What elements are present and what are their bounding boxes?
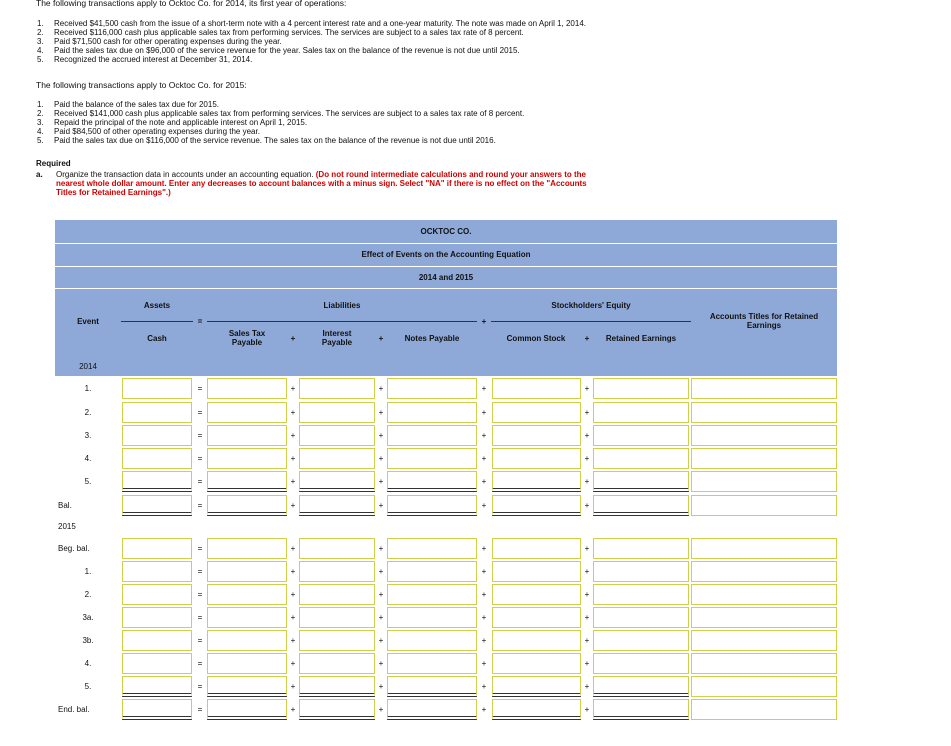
retained-input[interactable] bbox=[593, 653, 689, 674]
row-label: 1. bbox=[84, 384, 92, 393]
plus-sign: + bbox=[290, 682, 296, 691]
section-2014: 2014 bbox=[79, 362, 97, 371]
cash-input[interactable] bbox=[122, 378, 192, 399]
interest-input[interactable] bbox=[299, 630, 375, 651]
retained-input[interactable] bbox=[593, 402, 689, 423]
sales-tax-input[interactable] bbox=[207, 538, 287, 559]
plus-sign: + bbox=[378, 544, 384, 553]
interest-input[interactable] bbox=[299, 676, 375, 697]
cash-input[interactable] bbox=[122, 471, 192, 492]
equals-sign: = bbox=[197, 567, 203, 576]
retained-input[interactable] bbox=[593, 584, 689, 605]
titles-input[interactable] bbox=[691, 653, 837, 674]
plus-sign: + bbox=[378, 636, 384, 645]
interest-input[interactable] bbox=[299, 471, 375, 492]
equals-sign: = bbox=[197, 384, 203, 393]
plus-sign: + bbox=[584, 384, 590, 393]
plus-sign: + bbox=[584, 431, 590, 440]
plus-sign: + bbox=[378, 384, 384, 393]
row-label: 2. bbox=[84, 590, 92, 599]
plus-sign: + bbox=[584, 705, 590, 714]
cash-header: Cash bbox=[147, 334, 167, 343]
required-a bbox=[36, 170, 676, 197]
sales-tax-header-2: Payable bbox=[231, 338, 263, 347]
notes-input[interactable] bbox=[387, 699, 477, 720]
plus-sign: + bbox=[481, 567, 487, 576]
plus-sign: + bbox=[584, 590, 590, 599]
required-note-2: nearest whole dollar amount. Enter any decreases to account balances with a minus sign. Select "NA" if there is no effect on the "Accounts bbox=[56, 179, 587, 188]
retained-input[interactable] bbox=[593, 448, 689, 469]
transaction-item bbox=[37, 136, 524, 145]
titles-input[interactable] bbox=[691, 448, 837, 469]
transaction-text: Recognized the accrued interest at December 31, 2014. bbox=[54, 55, 253, 64]
notes-input[interactable] bbox=[387, 653, 477, 674]
plus-sign: + bbox=[481, 705, 487, 714]
transaction-text: Received $141,000 cash plus applicable sales tax from performing services. The services are subject to a sales tax rate of 8 percent. bbox=[54, 109, 525, 118]
common-input[interactable] bbox=[492, 425, 581, 446]
plus-sign: + bbox=[481, 384, 487, 393]
common-header: Common Stock bbox=[506, 334, 566, 343]
retained-input[interactable] bbox=[593, 699, 689, 720]
transaction-item bbox=[37, 28, 586, 37]
common-input[interactable] bbox=[492, 653, 581, 674]
liabilities-header: Liabilities bbox=[323, 301, 361, 310]
table-years: 2014 and 2015 bbox=[55, 267, 837, 288]
interest-input[interactable] bbox=[299, 538, 375, 559]
transaction-item bbox=[37, 100, 524, 109]
interest-input[interactable] bbox=[299, 561, 375, 582]
plus-sign: + bbox=[290, 636, 296, 645]
transaction-number: 5. bbox=[37, 136, 44, 145]
notes-input[interactable] bbox=[387, 495, 477, 516]
row-label: 1. bbox=[84, 567, 92, 576]
plus-sign: + bbox=[481, 454, 487, 463]
row-label: 4. bbox=[84, 454, 92, 463]
equals-sign: = bbox=[197, 408, 203, 417]
sales-tax-input[interactable] bbox=[207, 676, 287, 697]
plus-sign: + bbox=[290, 431, 296, 440]
plus-sign: + bbox=[481, 544, 487, 553]
interest-input[interactable] bbox=[299, 402, 375, 423]
plus-sign: + bbox=[290, 408, 296, 417]
plus-sign: + bbox=[481, 682, 487, 691]
cash-input[interactable] bbox=[122, 699, 192, 720]
interest-input[interactable] bbox=[299, 607, 375, 628]
interest-header-1: Interest bbox=[322, 329, 352, 338]
common-input[interactable] bbox=[492, 699, 581, 720]
equals-sign: = bbox=[197, 659, 203, 668]
common-input[interactable] bbox=[492, 676, 581, 697]
column-headers bbox=[55, 289, 837, 376]
retained-input[interactable] bbox=[593, 561, 689, 582]
row-label: 3. bbox=[84, 431, 92, 440]
cash-input[interactable] bbox=[122, 538, 192, 559]
plus-sign: + bbox=[378, 590, 384, 599]
equals-sign: = bbox=[197, 590, 203, 599]
plus-sign: + bbox=[481, 408, 487, 417]
equals-sign: = bbox=[197, 705, 203, 714]
transaction-item bbox=[37, 46, 586, 55]
notes-input[interactable] bbox=[387, 607, 477, 628]
plus-sign: + bbox=[584, 477, 590, 486]
plus-sign: + bbox=[584, 636, 590, 645]
retained-input[interactable] bbox=[593, 425, 689, 446]
plus-sign: + bbox=[584, 613, 590, 622]
cash-input[interactable] bbox=[122, 607, 192, 628]
sales-tax-header bbox=[207, 329, 287, 347]
common-input[interactable] bbox=[492, 471, 581, 492]
plus-sign: + bbox=[290, 501, 296, 510]
plus-sign: + bbox=[378, 659, 384, 668]
transaction-number: 4. bbox=[37, 46, 44, 55]
titles-input[interactable] bbox=[691, 538, 837, 559]
table-title: Effect of Events on the Accounting Equation bbox=[55, 244, 837, 266]
plus-sign: + bbox=[290, 613, 296, 622]
plus-sign: + bbox=[481, 477, 487, 486]
plus-sign: + bbox=[290, 384, 296, 393]
event-header: Event bbox=[77, 317, 99, 326]
titles-input[interactable] bbox=[691, 495, 837, 516]
plus-sign: + bbox=[378, 682, 384, 691]
retained-input[interactable] bbox=[593, 378, 689, 399]
row-label: 2. bbox=[84, 408, 92, 417]
common-input[interactable] bbox=[492, 561, 581, 582]
titles-header-line2: Earnings bbox=[746, 321, 782, 330]
plus-sign: + bbox=[290, 567, 296, 576]
plus-sign: + bbox=[584, 501, 590, 510]
plus-sign: + bbox=[378, 705, 384, 714]
transaction-text: Paid the balance of the sales tax due for 2015. bbox=[54, 100, 220, 109]
required-note-3: Titles for Retained Earnings".) bbox=[56, 188, 171, 197]
plus-sign: + bbox=[584, 567, 590, 576]
sales-tax-input[interactable] bbox=[207, 699, 287, 720]
titles-input[interactable] bbox=[691, 471, 837, 492]
common-input[interactable] bbox=[492, 448, 581, 469]
common-input[interactable] bbox=[492, 402, 581, 423]
titles-header-line1: Accounts Titles for Retained bbox=[709, 312, 819, 321]
transaction-number: 3. bbox=[37, 118, 44, 127]
transaction-number: 4. bbox=[37, 127, 44, 136]
plus-sign: + bbox=[584, 408, 590, 417]
common-input[interactable] bbox=[492, 378, 581, 399]
row-label: Bal. bbox=[58, 501, 72, 510]
plus-sign: + bbox=[378, 501, 384, 510]
plus-sign: + bbox=[290, 477, 296, 486]
sales-tax-input[interactable] bbox=[207, 471, 287, 492]
row-label: 4. bbox=[84, 659, 92, 668]
sales-tax-input[interactable] bbox=[207, 495, 287, 516]
common-input[interactable] bbox=[492, 630, 581, 651]
plus-sign: + bbox=[290, 454, 296, 463]
interest-input[interactable] bbox=[299, 699, 375, 720]
cash-input[interactable] bbox=[122, 402, 192, 423]
equals-sign: = bbox=[197, 682, 203, 691]
transaction-item bbox=[37, 109, 524, 118]
notes-input[interactable] bbox=[387, 538, 477, 559]
sales-tax-input[interactable] bbox=[207, 653, 287, 674]
plus-sign: + bbox=[584, 454, 590, 463]
titles-input[interactable] bbox=[691, 584, 837, 605]
plus-sign: + bbox=[290, 659, 296, 668]
plus-sign: + bbox=[378, 431, 384, 440]
retained-input[interactable] bbox=[593, 630, 689, 651]
titles-input[interactable] bbox=[691, 425, 837, 446]
plus-header-3: + bbox=[378, 334, 384, 343]
notes-input[interactable] bbox=[387, 561, 477, 582]
titles-header bbox=[691, 312, 837, 330]
sales-tax-input[interactable] bbox=[207, 402, 287, 423]
titles-input[interactable] bbox=[691, 699, 837, 720]
equals-sign: = bbox=[197, 454, 203, 463]
required-note-1: (Do not round intermediate calculations and round your answers to the bbox=[315, 170, 586, 179]
assets-header: Assets bbox=[143, 301, 171, 310]
sales-tax-input[interactable] bbox=[207, 378, 287, 399]
titles-input[interactable] bbox=[691, 402, 837, 423]
sales-tax-input[interactable] bbox=[207, 607, 287, 628]
interest-input[interactable] bbox=[299, 653, 375, 674]
transaction-text: Paid the sales tax due on $116,000 of the service revenue. The sales tax on the balance of the revenue is not due until 2016. bbox=[54, 136, 496, 145]
plus-sign: + bbox=[481, 659, 487, 668]
plus-sign: + bbox=[290, 705, 296, 714]
retained-input[interactable] bbox=[593, 495, 689, 516]
equals-sign: = bbox=[197, 613, 203, 622]
assets-underline bbox=[121, 321, 193, 322]
cash-input[interactable] bbox=[122, 425, 192, 446]
row-label: Beg. bal. bbox=[58, 544, 90, 553]
transactions-2014-list bbox=[37, 19, 586, 64]
required-letter: a. bbox=[36, 170, 43, 179]
row-label: 3a. bbox=[82, 613, 94, 622]
sales-tax-input[interactable] bbox=[207, 584, 287, 605]
transaction-text: Received $41,500 cash from the issue of a short-term note with a 4 percent interest rate and a one-year maturity. The note was made on April 1, 2014. bbox=[54, 19, 586, 28]
cash-input[interactable] bbox=[122, 676, 192, 697]
transaction-text: Paid the sales tax due on $96,000 of the service revenue for the year. Sales tax on the balance of the revenue is not due until 2015. bbox=[54, 46, 520, 55]
plus-sign: + bbox=[481, 613, 487, 622]
notes-header: Notes Payable bbox=[404, 334, 460, 343]
required-heading: Required bbox=[36, 159, 71, 168]
plus-sign: + bbox=[378, 408, 384, 417]
notes-input[interactable] bbox=[387, 471, 477, 492]
interest-header-2: Payable bbox=[321, 338, 353, 347]
cash-input[interactable] bbox=[122, 448, 192, 469]
liabilities-underline bbox=[207, 321, 477, 322]
titles-input[interactable] bbox=[691, 676, 837, 697]
cash-input[interactable] bbox=[122, 653, 192, 674]
transaction-item bbox=[37, 118, 524, 127]
sales-tax-input[interactable] bbox=[207, 425, 287, 446]
plus-sign: + bbox=[378, 613, 384, 622]
transaction-item bbox=[37, 55, 586, 64]
interest-input[interactable] bbox=[299, 448, 375, 469]
section-2015: 2015 bbox=[58, 522, 76, 531]
cash-input[interactable] bbox=[122, 495, 192, 516]
interest-input[interactable] bbox=[299, 495, 375, 516]
notes-input[interactable] bbox=[387, 630, 477, 651]
equity-header: Stockholders' Equity bbox=[551, 301, 631, 310]
plus-sign: + bbox=[481, 431, 487, 440]
plus-header-4: + bbox=[584, 334, 590, 343]
intro-2015: The following transactions apply to Ocktoc Co. for 2015: bbox=[36, 80, 247, 90]
plus-sign: + bbox=[481, 636, 487, 645]
equals-sign: = bbox=[197, 477, 203, 486]
notes-input[interactable] bbox=[387, 584, 477, 605]
sales-tax-input[interactable] bbox=[207, 448, 287, 469]
cash-input[interactable] bbox=[122, 584, 192, 605]
cash-input[interactable] bbox=[122, 630, 192, 651]
transaction-text: Paid $71,500 cash for other operating expenses during the year. bbox=[54, 37, 282, 46]
sales-tax-header-1: Sales Tax bbox=[228, 329, 266, 338]
common-input[interactable] bbox=[492, 607, 581, 628]
titles-input[interactable] bbox=[691, 630, 837, 651]
plus-header: + bbox=[481, 317, 487, 326]
row-label: 5. bbox=[84, 682, 92, 691]
plus-sign: + bbox=[290, 590, 296, 599]
plus-sign: + bbox=[584, 682, 590, 691]
transaction-item bbox=[37, 19, 586, 28]
retained-input[interactable] bbox=[593, 607, 689, 628]
plus-sign: + bbox=[378, 567, 384, 576]
interest-input[interactable] bbox=[299, 378, 375, 399]
notes-input[interactable] bbox=[387, 425, 477, 446]
plus-sign: + bbox=[584, 544, 590, 553]
transaction-number: 1. bbox=[37, 100, 44, 109]
notes-input[interactable] bbox=[387, 378, 477, 399]
row-label: 3b. bbox=[82, 636, 94, 645]
transaction-text: Paid $84,500 of other operating expenses during the year. bbox=[54, 127, 260, 136]
transaction-number: 2. bbox=[37, 28, 44, 37]
transaction-item bbox=[37, 127, 524, 136]
transaction-text: Repaid the principal of the note and applicable interest on April 1, 2015. bbox=[54, 118, 308, 127]
plus-sign: + bbox=[481, 590, 487, 599]
row-label: 5. bbox=[84, 477, 92, 486]
equals-sign: = bbox=[197, 501, 203, 510]
plus-sign: + bbox=[584, 659, 590, 668]
titles-input[interactable] bbox=[691, 561, 837, 582]
retained-input[interactable] bbox=[593, 676, 689, 697]
interest-header bbox=[299, 329, 375, 347]
notes-input[interactable] bbox=[387, 448, 477, 469]
row-label: End. bal. bbox=[58, 705, 90, 714]
plus-sign: + bbox=[378, 477, 384, 486]
accounting-equation-table bbox=[55, 220, 837, 724]
transaction-number: 1. bbox=[37, 19, 44, 28]
common-input[interactable] bbox=[492, 584, 581, 605]
equity-underline bbox=[491, 321, 691, 322]
equals-sign: = bbox=[197, 544, 203, 553]
plus-sign: + bbox=[378, 454, 384, 463]
common-input[interactable] bbox=[492, 538, 581, 559]
equals-sign: = bbox=[197, 636, 203, 645]
retained-input[interactable] bbox=[593, 471, 689, 492]
retained-header: Retained Earnings bbox=[605, 334, 677, 343]
transaction-item bbox=[37, 37, 586, 46]
interest-input[interactable] bbox=[299, 584, 375, 605]
required-text: Organize the transaction data in accounts under an accounting equation. bbox=[56, 170, 314, 179]
titles-input[interactable] bbox=[691, 607, 837, 628]
plus-sign: + bbox=[481, 501, 487, 510]
interest-input[interactable] bbox=[299, 425, 375, 446]
equals-sign: = bbox=[197, 431, 203, 440]
plus-sign: + bbox=[290, 544, 296, 553]
transaction-number: 2. bbox=[37, 109, 44, 118]
common-input[interactable] bbox=[492, 495, 581, 516]
transaction-text: Received $116,000 cash plus applicable sales tax from performing services. The services are subject to a sales tax rate of 8 percent. bbox=[54, 28, 524, 37]
sales-tax-input[interactable] bbox=[207, 630, 287, 651]
transactions-2015-list bbox=[37, 100, 524, 145]
equals-header: = bbox=[197, 317, 203, 326]
plus-header-2: + bbox=[290, 334, 296, 343]
transaction-number: 3. bbox=[37, 37, 44, 46]
retained-input[interactable] bbox=[593, 538, 689, 559]
titles-input[interactable] bbox=[691, 378, 837, 399]
cash-input[interactable] bbox=[122, 561, 192, 582]
intro-2014: The following transactions apply to Ocktoc Co. for 2014, its first year of operations: bbox=[36, 0, 347, 8]
sales-tax-input[interactable] bbox=[207, 561, 287, 582]
notes-input[interactable] bbox=[387, 676, 477, 697]
notes-input[interactable] bbox=[387, 402, 477, 423]
company-header: OCKTOC CO. bbox=[55, 220, 837, 243]
transaction-number: 5. bbox=[37, 55, 44, 64]
